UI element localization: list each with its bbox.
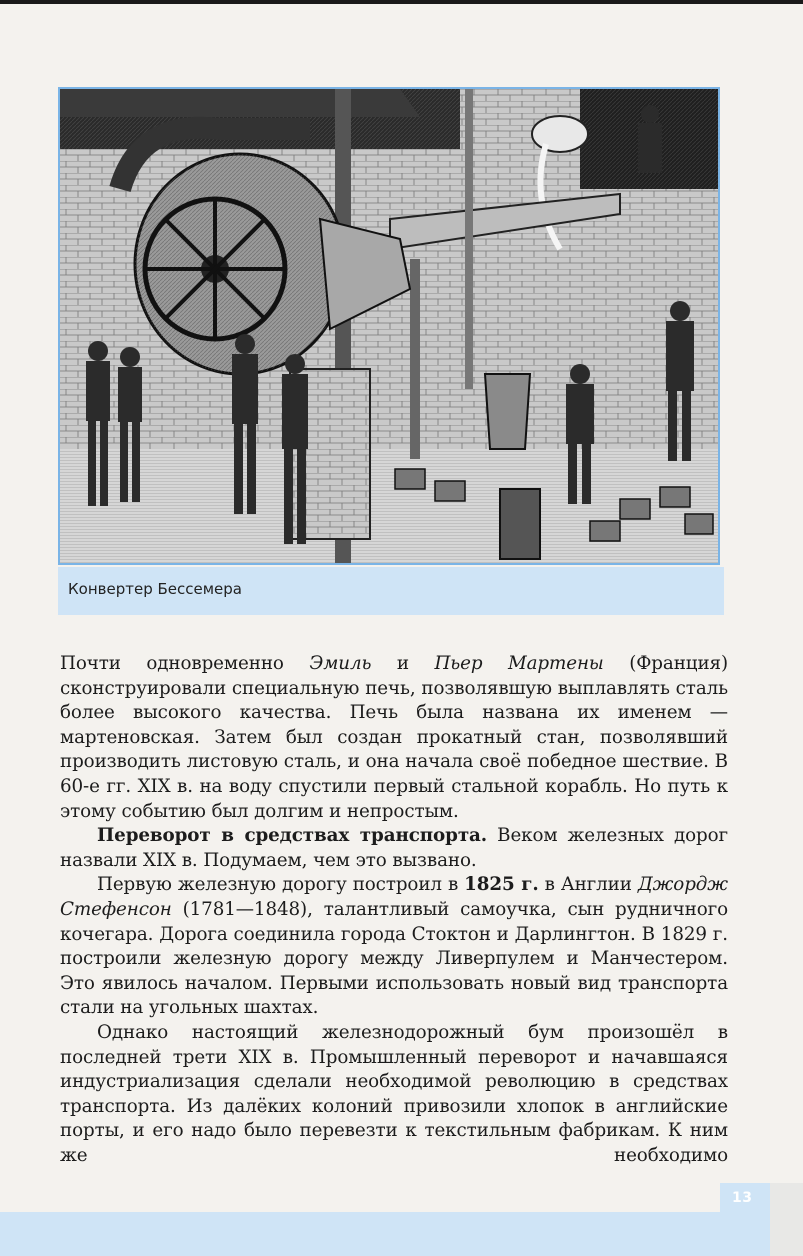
p1-name-emile: Эмиль (309, 653, 372, 674)
paragraph-transport-heading (60, 824, 728, 873)
section-heading-transport: Переворот в средствах транспорта. (97, 825, 488, 847)
bessemer-converter-illustration (58, 87, 720, 565)
p1-text-1: Почти одновременно (60, 653, 310, 674)
paragraph-railway-boom: Однако настоящий железнодорожный бум произошёл в последней трети XIX в. Промышленный переворот и начавшаяся индустриализация сделали необходимой революцию в средствах транспорта. Из далёких колоний привозили хлопок в английские порты, и его надо было перевезти к текстильным фабрикам. К ним же необходимо (60, 1021, 728, 1166)
p3-person-stephenson: Джордж Стефенсон (60, 874, 728, 920)
p3-text-2: в Англии (538, 874, 638, 896)
figure-caption: Конвертер Бессемера (68, 580, 242, 598)
page-top-edge (0, 0, 803, 4)
paragraph-stephenson (60, 873, 728, 1021)
body-text (60, 652, 728, 1168)
page-number: 13 (732, 1190, 753, 1206)
scan-margin (770, 1183, 803, 1256)
p3-year: 1825 г. (464, 874, 539, 896)
p3-text-1: Первую железную дорогу построил в (97, 874, 465, 896)
p3-text-3: (1781—1848), талантливый самоучка, сын рудничного кочегара. Дорога соединила города Стоктон и Дарлингтон. В 1829 г. построили железную дорогу между Ливерпулем и Манчестером. Это явилось началом. Первыми использовать новый вид транспорта стали на угольных шахтах. (60, 898, 728, 1019)
figure-caption-bar (58, 567, 724, 615)
footer-bar (0, 1212, 720, 1256)
p1-text-3: (Франция) сконструировали специальную печь, позволявшую выплавлять сталь более высокого качества. Печь была названа их именем — мартеновская. Затем был создан прокатный стан, позволявший производить листовую сталь, и она начала своё победное шествие. В 60-е гг. XIX в. на воду спустили первый стальной корабль. Но путь к этому событию был долгим и непростым. (60, 653, 728, 822)
p2-text: Веком железных дорог назвали XIX в. Подумаем, чем это вызвано. (60, 825, 728, 871)
paragraph-martens (60, 652, 728, 824)
p1-name-pierre-martin: Пьер Мартены (434, 653, 604, 674)
p1-text-2: и (371, 653, 435, 674)
